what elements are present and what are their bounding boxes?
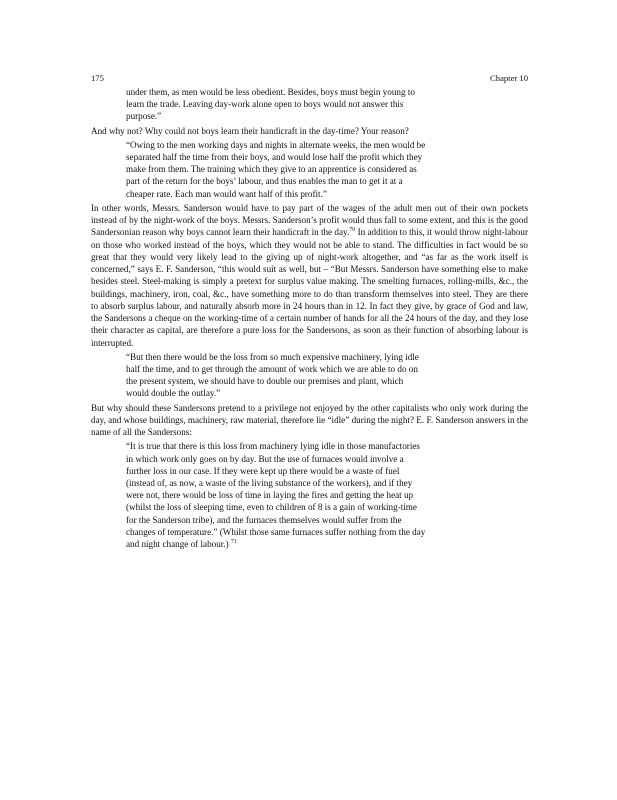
quote-line: changes of temperature.” (Whilst those same furnaces suffer nothing from the day (126, 526, 426, 537)
quote-line: half the time, and to get through the amount of work which we are able to do on (126, 364, 418, 375)
quote-line: in which work only goes on by day. But the use of furnaces would involve a (126, 453, 404, 464)
page-header (91, 73, 528, 84)
quote-line: (whilst the loss of sleeping time, even to children of 8 is a gain of working-time (126, 502, 417, 513)
paragraph-2 (91, 202, 528, 349)
quote-line-last (126, 538, 528, 550)
document-page (91, 73, 528, 552)
block-quote-2 (126, 139, 528, 200)
quote-line: (instead of, as now, a waste of the living substance of the workers), and if they (126, 478, 413, 489)
quote-line: purpose.” (126, 111, 162, 122)
quote-line: further loss in our case. If they were kept up there would be a waste of fuel (126, 465, 400, 476)
quote-line: “Owing to the men working days and nights in alternate weeks, the men would be (126, 139, 426, 150)
quote-line: make from them. The training which they give to an apprentice is considered as (126, 164, 417, 175)
footnote-ref-70[interactable]: 70 (349, 227, 356, 234)
quote-line: for the Sanderson tribe), and the furnaces themselves would suffer from the (126, 514, 402, 525)
paragraph-2-text-b: In addition to this, it would throw night-labour on those who worked instead of the boys, which they would not be able to stand. The difficulties in fact would be so great that they would very likely lead to the giving up of night-work altogether, and “as far as the work itself is concerned,” says E. F. Sanderson, “this would suit as well, but – “But Messrs. Sanderson have something else to make besides steel. Steel-making is simply a pretext for surplus value making. The smelting furnaces, rolling-mills, &c., the buildings, machinery, iron, coal, &c., have something more to do than transform themselves into steel. They are there to absorb surplus labour, and naturally absorb more in 24 hours than in 12. In fact they give, by grace of God and law, the Sandersons a cheque on the working-time of a certain number of hands for all the 24 hours of the day, and they lose their character as capital, are therefore a pure loss for the Sandersons, as soon as their function of absorbing labour is interrupted. (91, 227, 528, 348)
footnote-ref-71[interactable]: 71 (230, 539, 237, 546)
quote-line: under them, as men would be less obedient. Besides, boys must begin young to (126, 87, 415, 97)
block-quote-4 (126, 440, 528, 550)
quote-line: part of the return for the boys’ labour, and thus enables the man to get it at a (126, 176, 403, 187)
quote-line: the present system, we should have to double our premises and plant, which (126, 376, 404, 387)
quote-line: cheaper rate. Each man would want half of this profit.” (126, 188, 327, 199)
block-quote-3 (126, 351, 528, 400)
paragraph-1: And why not? Why could not boys learn their handicraft in the day-time? Your reason? (91, 125, 409, 136)
quote-line: separated half the time from their boys, and would lose half the profit which they (126, 152, 423, 163)
quote-line: learn the trade. Leaving day-work alone open to boys would not answer this (126, 99, 404, 110)
chapter-title: Chapter 10 (490, 73, 528, 83)
page-number: 175 (91, 73, 104, 83)
quote-line: “But then there would be the loss from so much expensive machinery, lying idle (126, 351, 419, 362)
paragraph-3: But why should these Sandersons pretend to a privilege not enjoyed by the other capitalists who only work during the day, and whose buildings, machinery, raw material, therefore lie “idle” during the night? E. F. Sanderson answers in the name of all the Sandersons: (91, 402, 528, 438)
quote-line-text: and night change of labour.) (126, 539, 229, 550)
quote-line: were not, there would be loss of time in laying the fires and getting the heat up (126, 490, 414, 501)
quote-line: “It is true that there is this loss from machinery lying idle in those manufactories (126, 441, 420, 452)
block-quote-1 (126, 86, 528, 123)
quote-line: would double the outlay.” (126, 388, 221, 399)
paragraph-2-text-a: In other words, Messrs. Sanderson would have to pay part of the wages of the adult men out of their own pockets instead of by the night-work of the boys. Messrs. Sanderson’s profit would thus fall to some extent, and this is the good Sandersonian reason why boys cannot learn their handicraft in the day. (91, 202, 528, 238)
